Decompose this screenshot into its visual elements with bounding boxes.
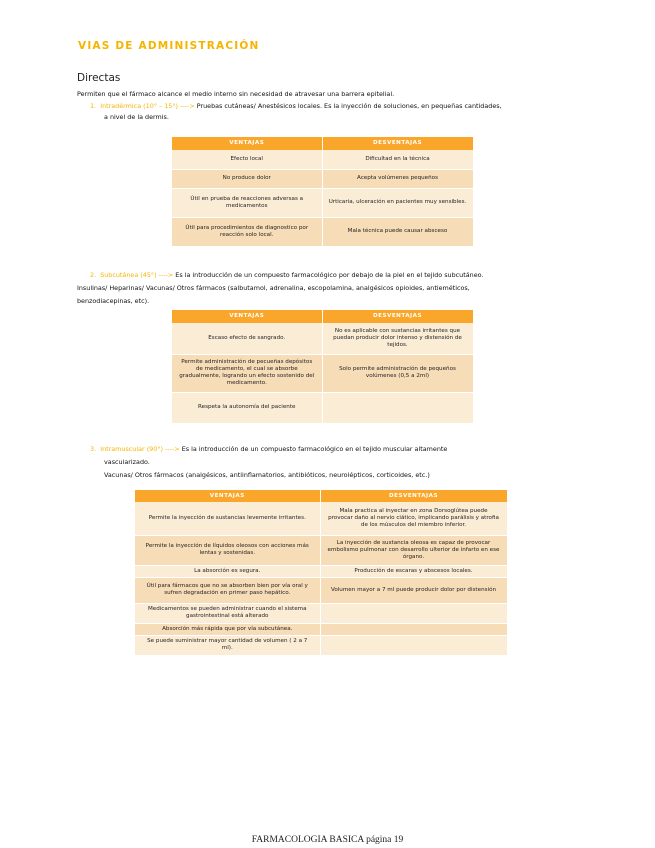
table-row <box>172 217 473 246</box>
table-cell: Se puede suministrar mayor cantidad de volumen ( 2 a 7 ml). <box>135 635 320 655</box>
table-header-row <box>135 490 507 502</box>
table-cell: Permite administración de pecueñas depósitos de medicamento, el cual se absorbe gradualmente, logrando un efecto sostenido del medicamento. <box>172 354 322 392</box>
table-cell: Útil en prueba de reacciones adversas a medicamentos <box>172 188 322 217</box>
table-row <box>172 188 473 217</box>
page-title: VIAS DE ADMINISTRACIÓN <box>78 40 260 52</box>
section-number: 3. <box>90 445 97 453</box>
section-number: 2. <box>90 271 97 279</box>
table-cell: Mala practica al inyectar en zona Dorsoglútea puede provocar daño al nervio ciático, implicando parálisis y atrofia de los músculos del miembro inferior. <box>320 502 507 535</box>
table-cell <box>320 635 507 655</box>
table-cell: Permite la inyección de líquidos oleosos con acciones más lentas y sostenidas. <box>135 535 320 565</box>
section-1-description-cont: a nivel de la dermis. <box>104 113 169 121</box>
table-cell <box>322 392 473 423</box>
table-cell: Respeta la autonomía del paciente <box>172 392 322 423</box>
table-cell: Permite la inyección de sustancias levemente irritantes. <box>135 502 320 535</box>
table-cell: Volumen mayor a 7 ml puede producir dolor por distensión <box>320 577 507 603</box>
table-cell: Útil para fármacos que no se absorben bien por vía oral y sufren degradación en primer paso hepático. <box>135 577 320 603</box>
table-intramuscular <box>135 490 508 656</box>
table-subcutanea <box>172 310 474 424</box>
section-name: Intramuscular (90°) <box>100 445 164 453</box>
col-header-ventajas: VENTAJAS <box>135 490 320 502</box>
table-cell: Mala técnica puede causar absceso <box>322 217 473 246</box>
table-header-row <box>172 137 473 150</box>
table-cell: Producción de escaras y abscesos locales. <box>320 565 507 577</box>
arrow-text: ----> <box>165 445 180 453</box>
table-cell: Dificultad en la técnica <box>322 150 473 169</box>
section-name: Intradérmica (10° – 15°) <box>100 102 179 110</box>
section-3-description-cont: vascularizado. <box>104 458 150 466</box>
table-row <box>135 635 507 655</box>
table-intradermica <box>172 137 474 247</box>
table-cell: Urticaria, ulceración en pacientes muy sensibles. <box>322 188 473 217</box>
table-cell: Absorción más rápida que por vía subcutánea. <box>135 623 320 635</box>
table-row <box>135 623 507 635</box>
table-cell <box>320 623 507 635</box>
table-row <box>135 603 507 623</box>
arrow-text: ----> <box>158 271 174 279</box>
section-name: Subcutánea (45°) <box>100 271 157 279</box>
section-3-description-cont-2: Vacunas/ Otros fármacos (analgésicos, antiinflamatorios, antibióticos, neurolépticos, corticoides, etc.) <box>104 471 430 479</box>
table-row <box>135 577 507 603</box>
table-row <box>172 169 473 188</box>
table-row <box>135 565 507 577</box>
section-description: Es la introducción de un compuesto farmacológico por debajo de la piel en el tejido subcutáneo. <box>175 271 484 279</box>
arrow-text: ----> <box>180 102 195 110</box>
table-row <box>135 535 507 565</box>
table-cell: No es aplicable con sustancias irritantes que puedan producir dolor intenso y distensión de tejidos. <box>322 323 473 354</box>
table-cell: No produce dolor <box>172 169 322 188</box>
table-row <box>172 354 473 392</box>
table-header-row <box>172 310 473 323</box>
table-row <box>172 150 473 169</box>
col-header-ventajas: VENTAJAS <box>172 137 322 150</box>
section-2-heading <box>90 270 483 280</box>
table-cell: Solo permite administración de pequeños volúmenes (0,5 a 2ml) <box>322 354 473 392</box>
table-cell: Medicamentos se pueden administrar cuando el sistema gastrointestinal está alterado <box>135 603 320 623</box>
page-footer: FARMACOLOGIA BASICA página 19 <box>251 835 404 845</box>
section-2-description-cont-2: benzodiacepinas, etc). <box>77 297 150 305</box>
table-row <box>135 502 507 535</box>
section-description: Pruebas cutáneas/ Anestésicos locales. Es la inyección de soluciones, en pequeñas cantidades, <box>196 102 502 110</box>
table-cell: Efecto local <box>172 150 322 169</box>
table-row <box>172 392 473 423</box>
col-header-desventajas: DESVENTAJAS <box>322 137 473 150</box>
col-header-ventajas: VENTAJAS <box>172 310 322 323</box>
table-cell: La inyección de sustancia oleosa es capaz de provocar embolismo pulmonar con desarrollo ulterior de infarto en ese órgano. <box>320 535 507 565</box>
table-cell <box>320 603 507 623</box>
section-subtitle: Directas <box>77 72 121 84</box>
table-cell: La absorción es segura. <box>135 565 320 577</box>
intro-paragraph: Permiten que el fármaco alcance el medio interno sin necesidad de atravesar una barrera epitelial. <box>77 90 395 98</box>
section-2-description-cont: Insulinas/ Heparinas/ Vacunas/ Otros fármacos (salbutamol, adrenalina, escopolamina, analgésicos opioides, antieméticos, <box>77 284 470 292</box>
col-header-desventajas: DESVENTAJAS <box>320 490 507 502</box>
table-cell: Acepta volúmenes pequeños <box>322 169 473 188</box>
section-3-heading <box>90 444 447 454</box>
col-header-desventajas: DESVENTAJAS <box>322 310 473 323</box>
table-cell: Útil para procedimientos de diagnostico por reacción solo local. <box>172 217 322 246</box>
section-description: Es la introducción de un compuesto farmacológico en el tejido muscular altamente <box>181 445 448 453</box>
section-number: 1. <box>90 102 97 110</box>
section-1-heading <box>90 101 502 111</box>
table-cell: Escaso efecto de sangrado. <box>172 323 322 354</box>
table-row <box>172 323 473 354</box>
